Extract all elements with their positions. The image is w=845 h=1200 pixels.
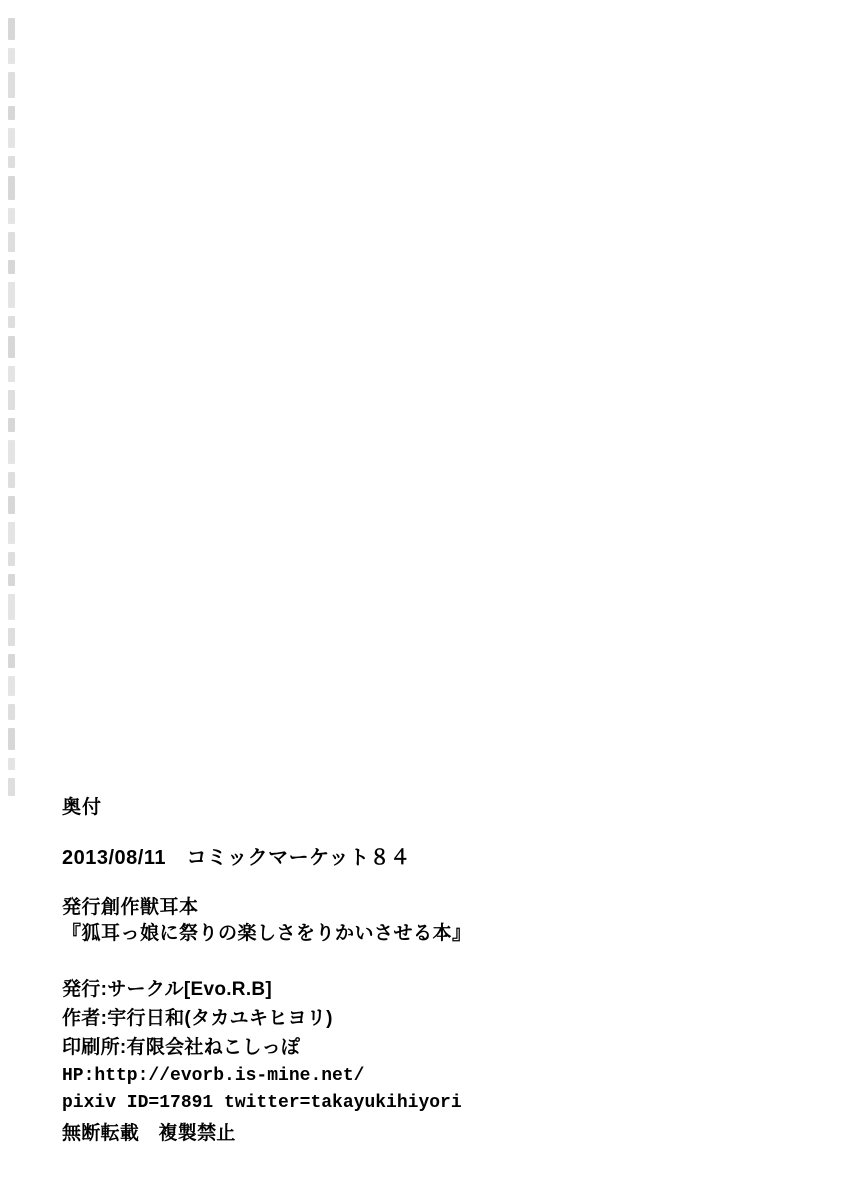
scan-edge-mark [8, 156, 15, 168]
scan-edge-mark [8, 208, 15, 224]
scan-edge-mark [8, 496, 15, 514]
scan-edge-mark [8, 594, 15, 620]
scan-edge-mark [8, 654, 15, 668]
credit-author: 作者:宇行日和(タカユキヒヨリ) [62, 1008, 333, 1030]
scan-edge-mark [8, 552, 15, 566]
scan-edge-mark [8, 336, 15, 358]
work-title: 『狐耳っ娘に祭りの楽しさをりかいさせる本』 [62, 922, 472, 944]
scan-edge-mark [8, 628, 15, 646]
colophon-block [62, 798, 702, 1148]
work-info [62, 895, 702, 946]
scan-edge-mark [8, 260, 15, 274]
scan-edge-mark [8, 574, 15, 586]
credit-homepage: HP:http://evorb.is-mine.net/ [62, 1065, 365, 1086]
scan-edge-mark [8, 472, 15, 488]
scan-edge-mark [8, 440, 15, 464]
scan-edge-mark [8, 316, 15, 328]
scan-edge-mark [8, 176, 15, 200]
scan-edge-mark [8, 72, 15, 98]
scan-edge-mark [8, 366, 15, 382]
scan-edge-mark [8, 704, 15, 720]
credit-publisher: 発行:サークル[Evo.R.B] [62, 979, 273, 1001]
scan-edge-artifacts [8, 18, 22, 808]
scan-edge-mark [8, 282, 15, 308]
scan-edge-mark [8, 48, 15, 64]
scan-edge-mark [8, 676, 15, 696]
work-kind-label: 発行創作獣耳本 [62, 896, 199, 918]
reproduction-notice: 無断転載 複製禁止 [62, 1122, 236, 1144]
credit-social-ids: pixiv ID=17891 twitter=takayukihiyori [62, 1093, 462, 1114]
date-and-event-line: 2013/08/11 コミックマーケット８４ [62, 846, 411, 869]
scan-edge-mark [8, 778, 15, 796]
scan-edge-mark [8, 522, 15, 544]
scan-edge-mark [8, 106, 15, 120]
scan-edge-mark [8, 18, 15, 40]
scan-edge-mark [8, 418, 15, 432]
scan-edge-mark [8, 390, 15, 410]
credits-list [62, 976, 702, 1148]
colophon-heading: 奥付 [62, 797, 103, 818]
scan-edge-mark [8, 128, 15, 148]
scan-edge-mark [8, 758, 15, 770]
scan-edge-mark [8, 728, 15, 750]
credit-printer: 印刷所:有限会社ねこしっぽ [62, 1036, 301, 1058]
scan-edge-mark [8, 232, 15, 252]
